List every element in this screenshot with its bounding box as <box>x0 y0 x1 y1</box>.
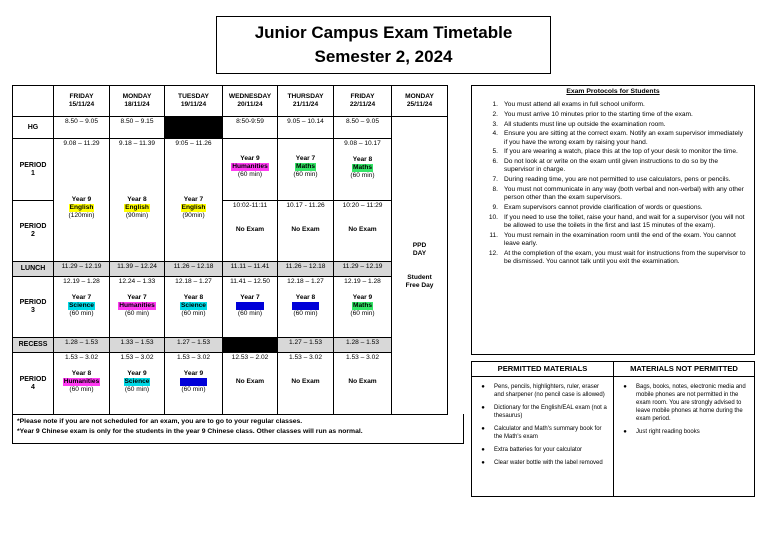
not-permitted-heading: MATERIALS NOT PERMITTED <box>614 362 754 377</box>
list-item: ● Bags, books, notes, electronic media and mobile phones are not permitted in the exam room. You are strongly advised to leave mobile phones at home during the exam period. <box>614 383 754 423</box>
not-permitted-list <box>614 383 754 436</box>
bullet-icon: ● <box>481 426 485 432</box>
hg-row <box>13 117 448 139</box>
row-label-period-1: PERIOD 1 <box>13 139 54 201</box>
chinese-highlight: Chinese <box>180 378 207 385</box>
list-item: ● Extra batteries for your calculator <box>472 446 613 454</box>
protocol-item: 10. If you need to use the toilet, raise your hand, and wait for a supervisor (you will not be allowed to use the toilets in the first and last 15 minutes of the exam). <box>488 213 745 229</box>
exam-timetable <box>12 85 448 415</box>
materials-panel <box>471 361 755 497</box>
day-header: FRIDAY 22/11/24 <box>334 86 392 117</box>
bullet-icon: ● <box>481 405 485 411</box>
permitted-heading: PERMITTED MATERIALS <box>472 362 613 377</box>
day-header: THURSDAY 21/11/24 <box>278 86 334 117</box>
header-row <box>13 86 448 117</box>
protocol-item: 2. You must arrive 10 minutes prior to the starting time of the exam. <box>492 110 693 118</box>
exam-cell: 12.53 – 2.02 No Exam <box>223 353 278 415</box>
protocol-item: 12. At the completion of the exam, you must wait for instructions from the supervisor to be dismissed. You cannot talk until you exit the examination. <box>488 249 746 265</box>
list-item: ● Clear water bottle with the label removed <box>472 459 613 467</box>
lunch-cell: 11.29 – 12.19 <box>334 262 392 277</box>
protocol-item: 7. During reading time, you are not permitted to use calculators, pens or pencils. <box>492 176 731 184</box>
recess-row <box>13 338 448 353</box>
recess-cell: 1.28 – 1.53 <box>54 338 110 353</box>
row-label-period-3: PERIOD 3 <box>13 277 54 338</box>
exam-cell: 10:20 – 11:29 No Exam <box>334 201 392 262</box>
exam-cell: Year 7 Maths (60 min) <box>278 139 334 201</box>
ppd-day-cell: PPD DAY Student Free Day <box>392 117 448 415</box>
day-header: TUESDAY 19/11/24 <box>165 86 223 117</box>
day-header: MONDAY 25/11/24 <box>392 86 448 117</box>
recess-cell: 1.27 – 1.53 <box>278 338 334 353</box>
protocol-item: 1. You must attend all exams in full school uniform. <box>492 101 645 108</box>
exam-protocols-panel <box>471 85 755 355</box>
period-4-row <box>13 353 448 415</box>
protocols-list <box>472 101 754 266</box>
recess-cell: 1.28 – 1.53 <box>334 338 392 353</box>
chinese-highlight: Chinese <box>292 302 319 309</box>
row-label-lunch: LUNCH <box>13 262 54 277</box>
bullet-icon: ● <box>623 384 627 390</box>
lunch-cell: 11.26 – 12.18 <box>278 262 334 277</box>
title-line-1: Junior Campus Exam Timetable <box>254 23 513 42</box>
exam-cell: 1.53 – 3.02 No Exam <box>278 353 334 415</box>
list-item: ● Pens, pencils, highlighters, ruler, eraser and sharpener (no pencil case is allowed) <box>472 383 613 399</box>
lunch-cell: 11.29 – 12.19 <box>54 262 110 277</box>
exam-cell: 12.18 – 1.27 Year 8 Science (60 min) <box>165 277 223 338</box>
hg-cell: 8.50 – 9.15 <box>110 117 165 139</box>
bullet-icon: ● <box>623 429 627 435</box>
not-permitted-materials <box>613 362 754 496</box>
exam-cell: 10.17 - 11.26 No Exam <box>278 201 334 262</box>
bullet-icon: ● <box>481 460 485 466</box>
row-label-period-4: PERIOD 4 <box>13 353 54 415</box>
protocols-heading: Exam Protocols for Students <box>566 88 660 95</box>
period-3-row <box>13 277 448 338</box>
exam-cell: 12.19 – 1.28 Year 9 Maths (60 min) <box>334 277 392 338</box>
exam-cell: 9.18 – 11.39 Year 8 English (90min) <box>110 139 165 262</box>
chinese-highlight: Chinese <box>237 302 263 309</box>
exam-cell: 1.53 – 3.02 Year 9 Chinese (60 min) <box>165 353 223 415</box>
day-header: WEDNESDAY 20/11/24 <box>223 86 278 117</box>
hg-cell: 9.05 – 10.14 <box>278 117 334 139</box>
exam-cell: 11.41 – 12.50 Year 7 Chinese (60 min) <box>223 277 278 338</box>
exam-cell: 12.19 – 1.28 Year 7 Science (60 min) <box>54 277 110 338</box>
protocol-item: 5. If you are wearing a watch, place this at the top of your desk to monitor the time. <box>492 148 738 156</box>
exam-cell: 9.08 – 11.29 Year 9 English (120min) <box>54 139 110 262</box>
protocol-item: 8. You must not communicate in any way (both verbal and non-verbal) with any other person other than the exam supervisors. <box>492 185 744 202</box>
recess-cell: 1.27 – 1.53 <box>165 338 223 353</box>
list-item: ● Dictionary for the English/EAL exam (not a thesaurus) <box>472 404 613 420</box>
period-1-row <box>13 139 448 201</box>
exam-cell: Year 9 Humanities (60 min) <box>223 139 278 201</box>
blocked-cell <box>165 117 223 139</box>
corner-cell <box>13 86 54 117</box>
list-item: ● Calculator and Math's summary book for the Math's exam <box>472 425 613 441</box>
blocked-cell <box>223 338 278 353</box>
lunch-row <box>13 262 448 277</box>
note-1: *Please note if you are not scheduled for an exam, you are to go to your regular classes. <box>17 418 303 425</box>
title-line-2: Semester 2, 2024 <box>314 47 453 66</box>
hg-cell: 8.50 – 9.05 <box>334 117 392 139</box>
recess-cell: 1.33 – 1.53 <box>110 338 165 353</box>
protocol-item: 6. Do not look at or write on the exam until given instructions to do so by the supervisor in charge. <box>492 158 719 174</box>
day-header: MONDAY 18/11/24 <box>110 86 165 117</box>
list-item: ● Just right reading books <box>614 428 754 436</box>
row-label-recess: RECESS <box>13 338 54 353</box>
exam-cell: 12.24 – 1.33 Year 7 Humanities (60 min) <box>110 277 165 338</box>
exam-cell: 12.18 – 1.27 Year 8 Chinese (60 min) <box>278 277 334 338</box>
lunch-cell: 11.26 – 12.18 <box>165 262 223 277</box>
bullet-icon: ● <box>481 447 485 453</box>
protocol-item: 4. Ensure you are sitting at the correct exam. Notify an exam supervisor immediately if you have the wrong exam by raising your hand. <box>492 130 743 146</box>
permitted-list <box>472 383 613 467</box>
exam-cell: 1.53 – 3.02 Year 8 Humanities (60 min) <box>54 353 110 415</box>
bullet-icon: ● <box>481 384 485 390</box>
exam-cell: 9:05 – 11.26 Year 7 English (90min) <box>165 139 223 262</box>
hg-cell: 8:50-9:59 <box>223 117 278 139</box>
lunch-cell: 11.11 – 11.41 <box>223 262 278 277</box>
exam-cell: 1.53 – 3.02 Year 9 Science (60 min) <box>110 353 165 415</box>
exam-cell: 9.08 – 10.17 Year 8 Maths (60 min) <box>334 139 392 201</box>
title-box <box>216 16 551 74</box>
row-label-period-2: PERIOD 2 <box>13 201 54 262</box>
hg-cell: 8.50 – 9.05 <box>54 117 110 139</box>
protocol-item: 9. Exam supervisors cannot provide clarification of words or questions. <box>492 203 703 211</box>
day-header: FRIDAY 15/11/24 <box>54 86 110 117</box>
timetable-notes <box>12 414 464 444</box>
permitted-materials <box>472 362 613 496</box>
row-label-hg: HG <box>13 117 54 139</box>
exam-cell: 10:02-11:11 No Exam <box>223 201 278 262</box>
protocol-item: 11. You must remain in the examination room until the end of the exam. You cannot leave early. <box>489 231 736 247</box>
lunch-cell: 11.39 – 12.24 <box>110 262 165 277</box>
exam-cell: 1.53 – 3.02 No Exam <box>334 353 392 415</box>
protocol-item: 3. All students must line up outside the examination room. <box>492 120 666 128</box>
note-2: *Year 9 Chinese exam is only for the students in the year 9 Chinese class. Other classes will run as normal. <box>17 428 363 435</box>
